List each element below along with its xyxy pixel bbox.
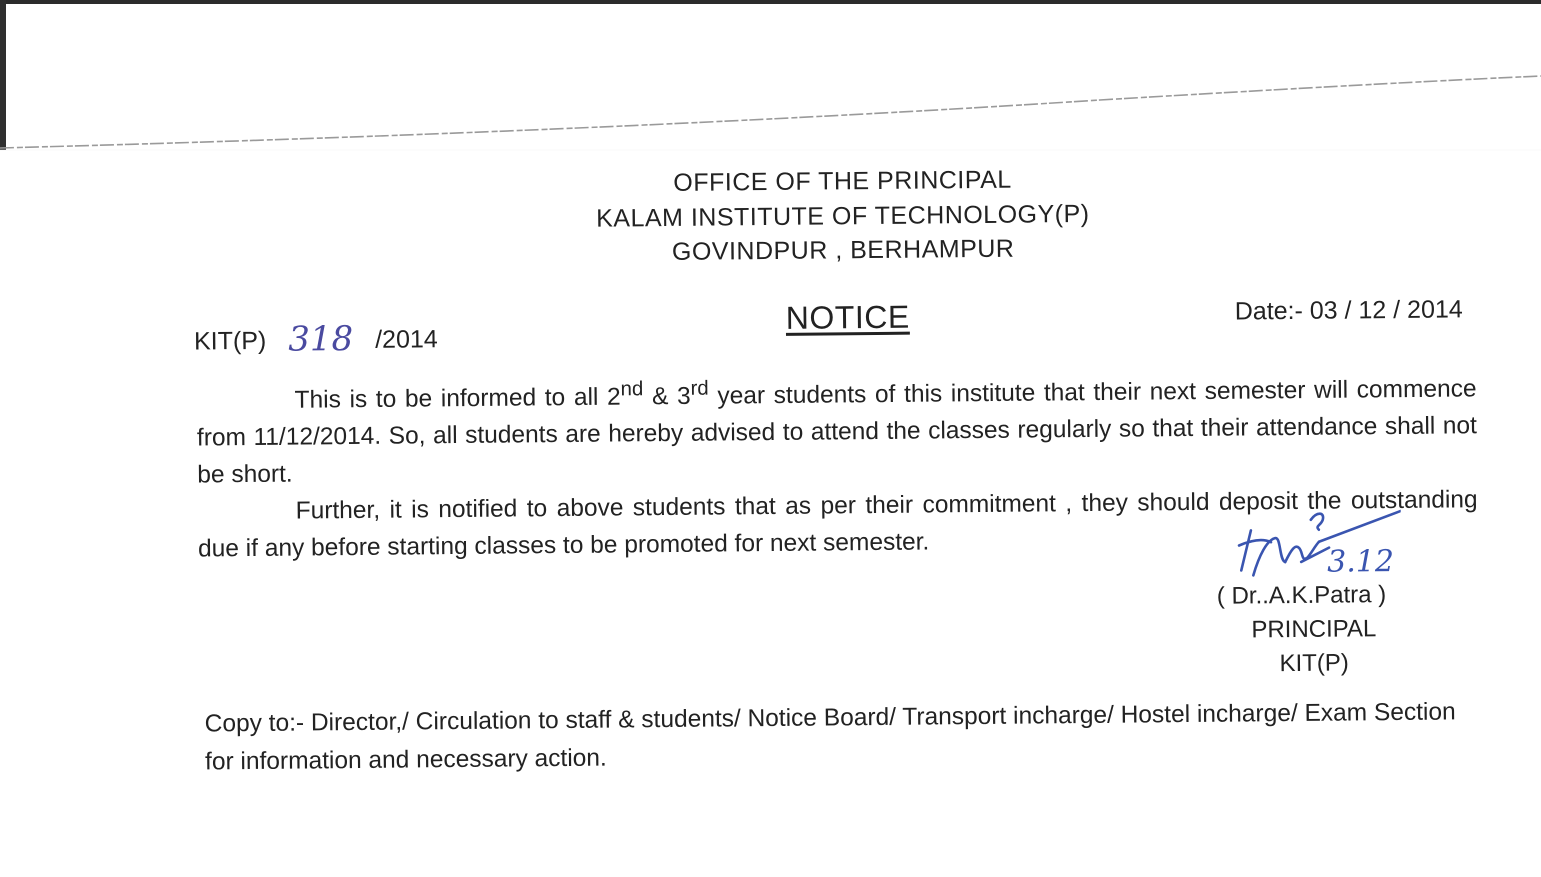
letterhead-institute: KALAM INSTITUTE OF TECHNOLOGY(P) [596,199,1090,233]
signature-block [1191,499,1413,691]
signature-date: 3.12 [1327,544,1395,580]
body-paragraph-1 [196,363,1477,493]
notice-title: NOTICE [785,298,910,336]
signatory-designation: PRINCIPAL [1251,615,1377,644]
notice-date: Date:- 03 / 12 / 2014 [1234,295,1463,326]
ordinal-suffix-rd: rd [690,377,709,400]
letterhead-address: GOVINDPUR , BERHAMPUR [671,234,1015,266]
reference-number [194,316,438,358]
body-p1-mid: & 3 [643,382,691,411]
letterhead-office: OFFICE OF THE PRINCIPAL [673,165,1012,197]
ordinal-suffix-nd: nd [620,378,644,401]
handwritten-reference-number: 318 [288,318,354,360]
reference-year: /2014 [375,325,438,354]
signatory-name: ( Dr..A.K.Patra ) [1216,581,1387,610]
reference-prefix: KIT(P) [193,326,267,356]
body-paragraph-2: Further, it is notified to above students that as per their commitment , they should deposit the outstanding due if any before starting classes to be promoted for next semester. [197,486,1478,563]
signatory-organization: KIT(P) [1279,649,1349,678]
body-p1-end: year students of this institute that their next semester will commence from 11/12/2014. So, all students are hereby advised to attend the classes regularly so that their attendance shall not be short. [196,375,1478,489]
copy-to-distribution: Copy to:- Director,/ Circulation to staff & students/ Notice Board/ Transport incharge/ Hostel incharge/ Exam Section for information and necessary action. [204,698,1456,776]
handwritten-signature [1211,499,1402,591]
body-p1-start: This is to be informed to all 2 [294,383,621,414]
